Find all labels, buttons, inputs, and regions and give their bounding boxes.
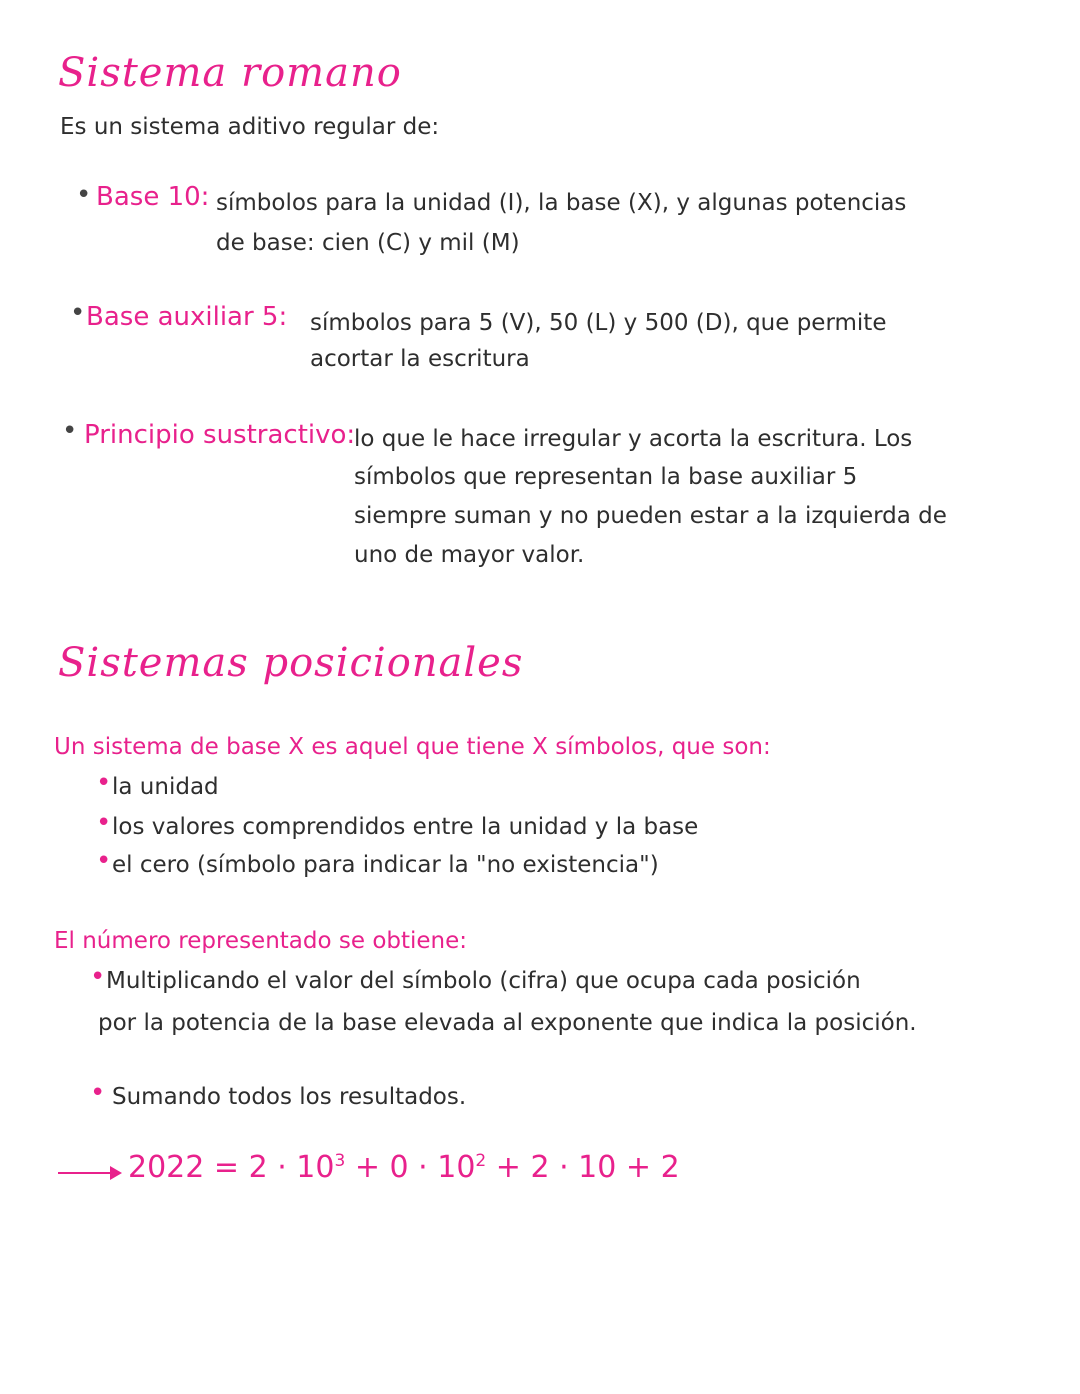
posicional-bullet-1: la unidad <box>112 774 219 800</box>
label-principio-sustractivo: Principio sustractivo: <box>84 420 356 450</box>
base-aux-line-1: símbolos para 5 (V), 50 (L) y 500 (D), que permite <box>310 310 887 336</box>
obtain-bullet-1-line-2: por la potencia de la base elevada al exponente que indica la posición. <box>98 1010 917 1036</box>
section-title-sistemas-posicionales: Sistemas posicionales <box>58 640 524 686</box>
example-exp-1: 3 <box>334 1151 346 1171</box>
example-plus-1: + <box>354 1150 380 1185</box>
posicional-bullet-2: los valores comprendidos entre la unidad y la base <box>112 814 699 840</box>
section1-intro: Es un sistema aditivo regular de: <box>60 114 440 140</box>
sustractivo-line-2: símbolos que representan la base auxiliar 5 <box>354 464 858 490</box>
sustractivo-line-3: siempre suman y no pueden estar a la izquierda de <box>354 503 947 529</box>
example-exp-2: 2 <box>475 1151 487 1171</box>
section-title-sistema-romano: Sistema romano <box>58 50 402 96</box>
section2-intro: Un sistema de base X es aquel que tiene X símbolos, que son: <box>54 734 771 760</box>
obtain-intro: El número representado se obtiene: <box>54 928 468 954</box>
label-base-10: Base 10: <box>96 182 210 212</box>
example-term-2: 0 · 10 <box>389 1150 476 1185</box>
example-lhs: 2022 <box>128 1150 205 1185</box>
bullet-dot: • <box>90 962 106 992</box>
bullet-dot: • <box>62 416 78 446</box>
example-plus-2: + <box>495 1150 521 1185</box>
example-equals: = <box>213 1150 240 1185</box>
base-10-line-2: de base: cien (C) y mil (M) <box>216 230 520 256</box>
bullet-dot: • <box>96 808 112 838</box>
obtain-bullet-1-line-1: Multiplicando el valor del símbolo (cifra) que ocupa cada posición <box>106 968 861 994</box>
obtain-bullet-2: Sumando todos los resultados. <box>112 1084 467 1110</box>
label-base-auxiliar-5: Base auxiliar 5: <box>86 302 288 332</box>
example-term-3: 2 · 10 <box>530 1150 617 1185</box>
bullet-dot: • <box>70 298 86 328</box>
example-plus-3: + <box>625 1150 652 1185</box>
base-10-line-1: símbolos para la unidad (I), la base (X), y algunas potencias <box>216 190 907 216</box>
sustractivo-line-1: lo que le hace irregular y acorta la escritura. Los <box>354 426 913 452</box>
example-term-1: 2 · 10 <box>248 1150 335 1185</box>
sustractivo-line-4: uno de mayor valor. <box>354 542 585 568</box>
bullet-dot: • <box>76 180 92 210</box>
bullet-dot: • <box>96 768 112 798</box>
bullet-dot: • <box>96 846 112 876</box>
bullet-dot: • <box>90 1078 106 1108</box>
example-equation <box>128 1150 680 1185</box>
example-term-4: 2 <box>660 1150 680 1185</box>
base-aux-line-2: acortar la escritura <box>310 346 530 372</box>
arrow-right-icon <box>58 1172 120 1174</box>
posicional-bullet-3: el cero (símbolo para indicar la "no existencia") <box>112 852 659 878</box>
